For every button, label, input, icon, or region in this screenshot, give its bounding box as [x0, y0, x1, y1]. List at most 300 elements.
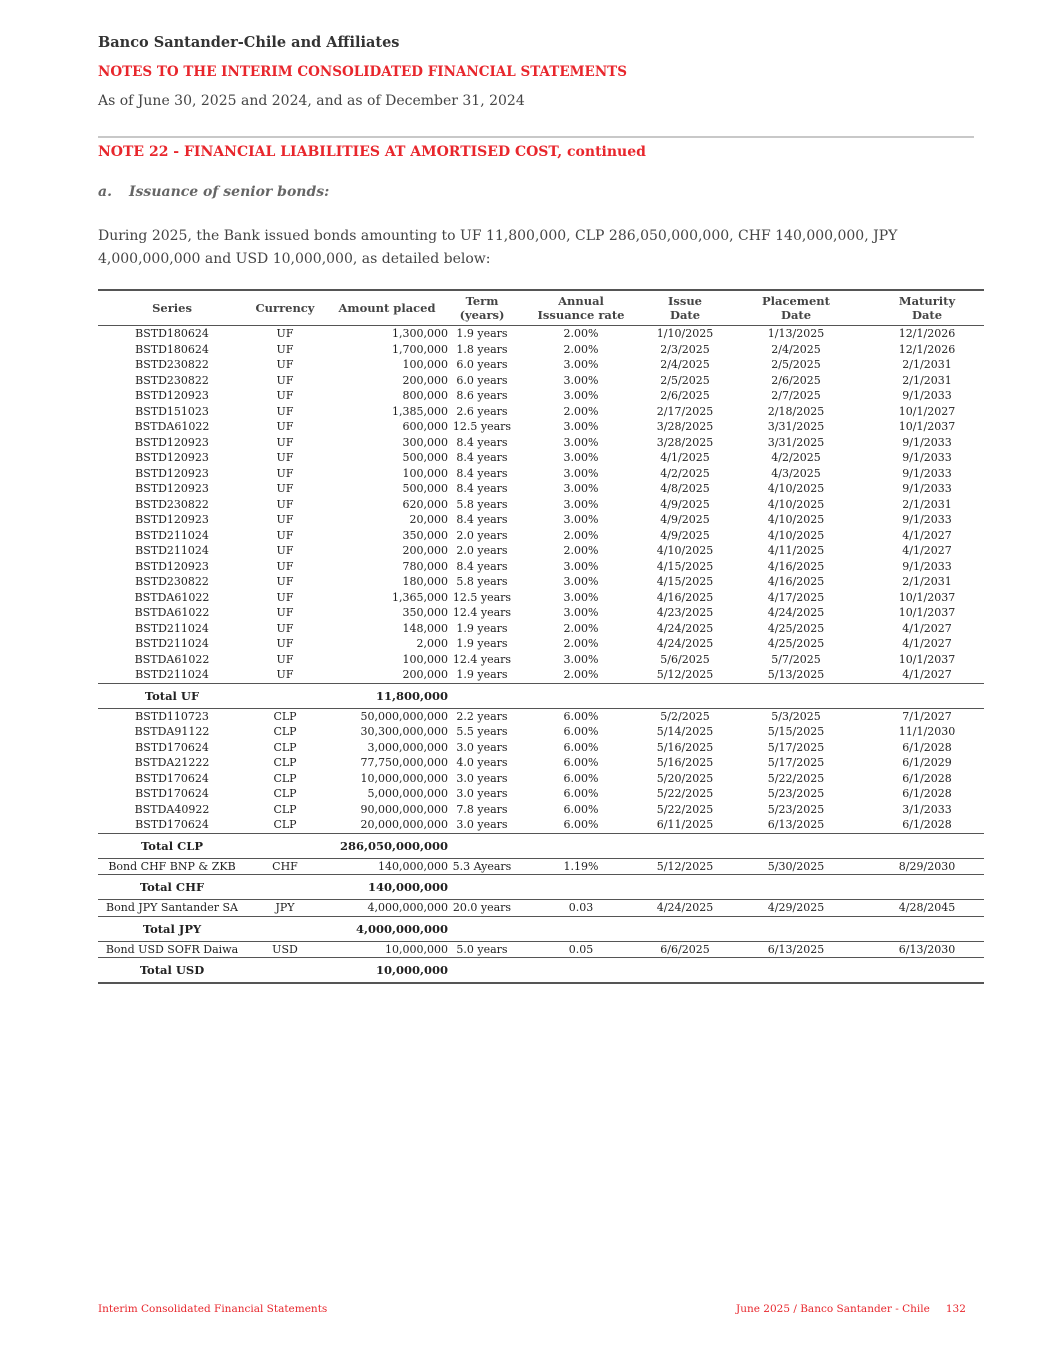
series-cell: BSTD120923 — [135, 559, 209, 573]
issue-date-cell: 5/14/2025 — [656, 725, 714, 738]
series-cell: BSTD170624 — [98, 817, 246, 833]
maturity-date-cell: 6/1/2029 — [902, 756, 952, 769]
term-cell: 5.8 years — [456, 575, 508, 588]
maturity-date-cell: 9/1/2033 — [902, 389, 952, 402]
company-name: Banco Santander-Chile and Affiliates — [98, 34, 400, 51]
rate-cell: 6.00% — [563, 756, 599, 769]
amount-cell: 200,000 — [402, 544, 448, 557]
placement-date-cell: 4/25/2025 — [767, 637, 825, 650]
currency-cell: UF — [276, 466, 294, 480]
issue-date-cell: 6/11/2025 — [648, 817, 722, 833]
amount-cell: 20,000,000,000 — [324, 817, 450, 833]
table-row — [98, 574, 984, 590]
series-cell: BSTDA61022 — [134, 652, 210, 666]
amount-cell: 10,000,000 — [324, 941, 450, 958]
placement-date-cell: 5/30/2025 — [722, 858, 870, 875]
amount-cell: 100,000 — [402, 358, 448, 371]
note-title: NOTE 22 - FINANCIAL LIABILITIES AT AMORTISED COST, continued — [98, 144, 646, 160]
amount-cell: 350,000 — [402, 606, 448, 619]
col-header-series: Series — [98, 290, 246, 326]
series-cell: BSTD170624 — [135, 787, 209, 800]
placement-date-cell: 4/29/2025 — [722, 900, 870, 917]
placement-date-cell: 2/18/2025 — [767, 404, 825, 418]
amount-cell: 50,000,000,000 — [360, 709, 448, 723]
total-label: Total CHF — [98, 875, 246, 900]
maturity-date-cell: 4/1/2027 — [902, 544, 952, 557]
series-cell: BSTD120923 — [135, 482, 209, 495]
currency-cell: UF — [276, 621, 294, 635]
currency-cell: UF — [276, 389, 294, 402]
rate-cell: 6.00% — [563, 709, 599, 723]
rate-cell: 3.00% — [563, 497, 599, 511]
rate-cell: 3.00% — [563, 373, 599, 387]
term-cell: 8.4 years — [456, 482, 508, 495]
issue-date-cell: 5/6/2025 — [660, 652, 710, 666]
placement-date-cell: 4/16/2025 — [767, 559, 825, 573]
issue-date-cell: 4/9/2025 — [660, 528, 710, 542]
currency-cell: UF — [276, 606, 294, 619]
currency-cell: CLP — [273, 725, 297, 738]
col-header-maturity-date: Maturity Date — [870, 290, 984, 326]
term-cell: 2.6 years — [456, 404, 508, 418]
placement-date-cell: 5/13/2025 — [722, 667, 870, 683]
rate-cell: 3.00% — [563, 389, 599, 402]
maturity-date-cell: 6/1/2028 — [902, 740, 952, 754]
amount-cell: 2,000 — [416, 637, 448, 650]
amount-cell: 500,000 — [402, 451, 448, 464]
notes-title: NOTES TO THE INTERIM CONSOLIDATED FINANCIAL STATEMENTS — [98, 64, 627, 80]
issue-date-cell: 5/12/2025 — [648, 858, 722, 875]
amount-cell: 4,000,000,000 — [324, 900, 450, 917]
amount-cell: 1,300,000 — [392, 327, 448, 340]
rate-cell: 3.00% — [563, 590, 599, 604]
issue-date-cell: 5/2/2025 — [660, 709, 710, 723]
col-header-amount: Amount placed — [324, 290, 450, 326]
table-row — [98, 466, 984, 482]
term-cell: 8.4 years — [456, 466, 508, 480]
issue-date-cell: 4/8/2025 — [660, 482, 710, 495]
maturity-date-cell: 7/1/2027 — [902, 709, 952, 723]
series-cell: BSTD211024 — [135, 637, 209, 650]
amount-cell: 800,000 — [402, 389, 448, 402]
total-amount: 11,800,000 — [324, 683, 450, 708]
currency-cell: UF — [276, 559, 294, 573]
rate-cell: 6.00% — [514, 817, 648, 833]
series-cell: Bond USD SOFR Daiwa — [98, 941, 246, 958]
footer-publication: June 2025 / Banco Santander - Chile — [736, 1303, 930, 1315]
currency-cell: CHF — [246, 858, 324, 875]
maturity-date-cell: 9/1/2033 — [902, 466, 952, 480]
term-cell: 8.4 years — [456, 451, 508, 464]
term-cell: 2.2 years — [456, 709, 508, 723]
currency-cell: CLP — [246, 817, 324, 833]
placement-date-cell: 4/2/2025 — [771, 451, 821, 464]
amount-cell: 100,000 — [402, 466, 448, 480]
currency-cell: JPY — [246, 900, 324, 917]
footer-title: Interim Consolidated Financial Statements — [98, 1303, 328, 1315]
series-cell: BSTD180624 — [135, 327, 209, 340]
currency-cell: CLP — [273, 709, 297, 723]
currency-cell: UF — [276, 497, 294, 511]
maturity-date-cell: 2/1/2031 — [902, 575, 952, 588]
table-row — [98, 755, 984, 771]
issue-date-cell: 6/6/2025 — [648, 941, 722, 958]
series-cell: BSTDA40922 — [134, 802, 210, 816]
series-cell: BSTD180624 — [135, 342, 209, 356]
maturity-date-cell: 2/1/2031 — [902, 358, 952, 371]
col-header-placement-date: Placement Date — [722, 290, 870, 326]
total-label: Total JPY — [98, 916, 246, 941]
table-row — [98, 636, 984, 652]
issue-date-cell: 5/22/2025 — [656, 787, 714, 800]
placement-date-cell: 4/25/2025 — [767, 621, 825, 635]
col-header-currency: Currency — [246, 290, 324, 326]
maturity-date-cell: 9/1/2033 — [902, 435, 952, 449]
term-cell: 5.5 years — [456, 725, 508, 738]
term-cell: 1.9 years — [456, 621, 508, 635]
currency-cell: UF — [276, 637, 294, 650]
rate-cell: 0.05 — [514, 941, 648, 958]
table-row — [98, 900, 984, 917]
term-cell: 8.4 years — [456, 435, 508, 449]
currency-cell: UF — [276, 482, 294, 495]
amount-cell: 780,000 — [402, 559, 448, 573]
issue-date-cell: 2/5/2025 — [660, 373, 710, 387]
amount-cell: 200,000 — [324, 667, 450, 683]
issue-date-cell: 4/9/2025 — [660, 497, 710, 511]
series-cell: BSTD170624 — [135, 771, 209, 785]
currency-cell: UF — [276, 373, 294, 387]
maturity-date-cell: 12/1/2026 — [898, 342, 956, 356]
amount-cell: 300,000 — [402, 435, 448, 449]
rate-cell: 3.00% — [563, 451, 599, 464]
rate-cell: 2.00% — [514, 667, 648, 683]
amount-cell: 200,000 — [402, 373, 448, 387]
term-cell: 3.0 years — [456, 787, 508, 800]
series-cell: BSTD120923 — [135, 451, 209, 464]
maturity-date-cell: 4/1/2027 — [870, 667, 984, 683]
issue-date-cell: 4/10/2025 — [656, 544, 714, 557]
amount-cell: 1,385,000 — [392, 404, 448, 418]
term-cell: 5.8 years — [456, 497, 508, 511]
table-row — [98, 667, 984, 683]
term-cell: 12.5 years — [452, 590, 512, 604]
maturity-date-cell: 9/1/2033 — [902, 451, 952, 464]
amount-cell: 77,750,000,000 — [360, 756, 448, 769]
table-row — [98, 435, 984, 451]
term-cell: 6.0 years — [456, 373, 508, 387]
total-row-chf — [98, 875, 984, 900]
rate-cell: 2.00% — [563, 327, 599, 340]
currency-cell: UF — [276, 358, 294, 371]
issue-date-cell: 2/3/2025 — [660, 342, 710, 356]
issue-date-cell: 4/16/2025 — [656, 590, 714, 604]
term-cell: 1.9 years — [450, 667, 514, 683]
table-row — [98, 708, 984, 724]
currency-cell: UF — [276, 513, 294, 526]
table-row — [98, 786, 984, 802]
table-row — [98, 450, 984, 466]
table-row — [98, 512, 984, 528]
placement-date-cell: 2/6/2025 — [771, 373, 821, 387]
table-row — [98, 528, 984, 544]
placement-date-cell: 4/17/2025 — [767, 590, 825, 604]
rate-cell: 6.00% — [563, 725, 599, 738]
currency-cell: UF — [246, 667, 324, 683]
table-row — [98, 543, 984, 559]
maturity-date-cell: 4/1/2027 — [902, 528, 952, 542]
total-label: Total CLP — [98, 833, 246, 858]
series-cell: BSTD211024 — [135, 621, 209, 635]
table-row — [98, 621, 984, 637]
issue-date-cell: 3/28/2025 — [656, 435, 714, 449]
placement-date-cell: 2/5/2025 — [771, 358, 821, 371]
rate-cell: 0.03 — [514, 900, 648, 917]
term-cell: 8.4 years — [456, 513, 508, 526]
issue-date-cell: 5/12/2025 — [648, 667, 722, 683]
amount-cell: 600,000 — [402, 420, 448, 433]
maturity-date-cell: 10/1/2037 — [898, 652, 956, 666]
maturity-date-cell: 8/29/2030 — [870, 858, 984, 875]
maturity-date-cell: 2/1/2031 — [902, 373, 952, 387]
section-title: Issuance of senior bonds: — [129, 184, 330, 200]
as-of-date: As of June 30, 2025 and 2024, and as of December 31, 2024 — [98, 93, 525, 109]
series-cell: BSTDA91122 — [134, 725, 210, 738]
amount-cell: 148,000 — [402, 621, 448, 635]
currency-cell: UF — [276, 590, 294, 604]
total-label: Total UF — [98, 683, 246, 708]
rate-cell: 2.00% — [563, 404, 599, 418]
amount-cell: 100,000 — [402, 652, 448, 666]
maturity-date-cell: 6/13/2030 — [870, 941, 984, 958]
table-row — [98, 941, 984, 958]
issue-date-cell: 4/24/2025 — [656, 637, 714, 650]
maturity-date-cell: 10/1/2037 — [898, 606, 956, 619]
amount-cell: 10,000,000,000 — [360, 771, 448, 785]
maturity-date-cell: 11/1/2030 — [898, 725, 956, 738]
term-cell: 4.0 years — [456, 756, 508, 769]
term-cell: 1.9 years — [456, 637, 508, 650]
placement-date-cell: 4/10/2025 — [767, 482, 825, 495]
table-row — [98, 802, 984, 818]
amount-cell: 1,365,000 — [392, 590, 448, 604]
placement-date-cell: 4/3/2025 — [771, 466, 821, 480]
total-amount: 140,000,000 — [324, 875, 450, 900]
total-row-usd — [98, 958, 984, 984]
issue-date-cell: 3/28/2025 — [656, 420, 714, 433]
placement-date-cell: 1/13/2025 — [767, 327, 825, 340]
placement-date-cell: 4/10/2025 — [767, 497, 825, 511]
issue-date-cell: 5/16/2025 — [656, 740, 714, 754]
currency-cell: CLP — [273, 771, 297, 785]
issue-date-cell: 4/23/2025 — [656, 606, 714, 619]
table-row — [98, 357, 984, 373]
term-cell: 2.0 years — [456, 544, 508, 557]
series-cell: BSTD211024 — [98, 667, 246, 683]
term-cell: 6.0 years — [456, 358, 508, 371]
maturity-date-cell: 2/1/2031 — [902, 497, 952, 511]
currency-cell: UF — [276, 342, 294, 356]
placement-date-cell: 4/10/2025 — [767, 528, 825, 542]
col-header-term: Term (years) — [450, 290, 514, 326]
placement-date-cell: 5/15/2025 — [767, 725, 825, 738]
rate-cell: 3.00% — [563, 435, 599, 449]
maturity-date-cell: 10/1/2037 — [898, 420, 956, 433]
section-number: a. — [98, 184, 112, 200]
rate-cell: 3.00% — [563, 652, 599, 666]
maturity-date-cell: 6/1/2028 — [870, 817, 984, 833]
issue-date-cell: 4/24/2025 — [656, 621, 714, 635]
rate-cell: 3.00% — [563, 466, 599, 480]
maturity-date-cell: 6/1/2028 — [902, 771, 952, 785]
term-cell: 12.4 years — [452, 652, 512, 666]
total-amount: 286,050,000,000 — [324, 833, 450, 858]
term-cell: 3.0 years — [456, 771, 508, 785]
table-header-row — [98, 290, 984, 326]
rate-cell: 3.00% — [563, 358, 599, 371]
term-cell: 1.9 years — [456, 327, 508, 340]
series-cell: BSTD151023 — [135, 404, 209, 418]
placement-date-cell: 6/13/2025 — [722, 817, 870, 833]
issue-date-cell: 2/6/2025 — [660, 389, 710, 402]
total-row-clp — [98, 833, 984, 858]
issue-date-cell: 5/16/2025 — [656, 756, 714, 769]
placement-date-cell: 3/31/2025 — [767, 420, 825, 433]
rate-cell: 6.00% — [563, 802, 599, 816]
term-cell: 5.0 years — [450, 941, 514, 958]
amount-cell: 20,000 — [409, 513, 448, 526]
term-cell: 12.5 years — [452, 420, 512, 433]
issue-date-cell: 1/10/2025 — [656, 327, 714, 340]
series-cell: BSTD120923 — [135, 513, 209, 526]
table-row — [98, 605, 984, 621]
series-cell: Bond JPY Santander SA — [98, 900, 246, 917]
maturity-date-cell: 9/1/2033 — [902, 482, 952, 495]
placement-date-cell: 3/31/2025 — [767, 435, 825, 449]
table-row — [98, 559, 984, 575]
issue-date-cell: 4/9/2025 — [660, 513, 710, 526]
placement-date-cell: 4/11/2025 — [767, 544, 825, 557]
amount-cell: 1,700,000 — [392, 342, 448, 356]
total-row-jpy — [98, 916, 984, 941]
rate-cell: 1.19% — [514, 858, 648, 875]
issue-date-cell: 4/15/2025 — [656, 559, 714, 573]
placement-date-cell: 2/4/2025 — [771, 342, 821, 356]
amount-cell: 620,000 — [402, 497, 448, 511]
rate-cell: 2.00% — [563, 342, 599, 356]
term-cell: 3.0 years — [456, 740, 508, 754]
placement-date-cell: 5/17/2025 — [767, 756, 825, 769]
table-row — [98, 342, 984, 358]
header-divider — [98, 136, 974, 138]
rate-cell: 6.00% — [563, 740, 599, 754]
term-cell: 12.4 years — [452, 606, 512, 619]
term-cell: 7.8 years — [456, 802, 508, 816]
currency-cell: USD — [246, 941, 324, 958]
currency-cell: CLP — [273, 802, 297, 816]
maturity-date-cell: 3/1/2033 — [902, 802, 952, 816]
placement-date-cell: 5/17/2025 — [767, 740, 825, 754]
total-label: Total USD — [139, 963, 205, 977]
rate-cell: 2.00% — [563, 544, 599, 557]
currency-cell: UF — [276, 451, 294, 464]
currency-cell: UF — [276, 652, 294, 666]
rate-cell: 3.00% — [563, 575, 599, 588]
term-cell: 8.4 years — [456, 559, 508, 573]
maturity-date-cell: 4/28/2045 — [870, 900, 984, 917]
rate-cell: 3.00% — [563, 559, 599, 573]
table-row — [98, 652, 984, 668]
table-body — [98, 326, 984, 984]
term-cell: 20.0 years — [450, 900, 514, 917]
maturity-date-cell: 4/1/2027 — [902, 621, 952, 635]
series-cell: BSTD211024 — [135, 544, 209, 557]
series-cell: BSTD110723 — [135, 709, 209, 723]
rate-cell: 2.00% — [563, 528, 599, 542]
col-header-rate: Annual Issuance rate — [514, 290, 648, 326]
maturity-date-cell: 6/1/2028 — [902, 787, 952, 800]
table-row — [98, 817, 984, 833]
rate-cell: 6.00% — [563, 787, 599, 800]
rate-cell: 3.00% — [563, 606, 599, 619]
placement-date-cell: 5/23/2025 — [767, 787, 825, 800]
issue-date-cell: 4/1/2025 — [660, 451, 710, 464]
series-cell: BSTD120923 — [135, 466, 209, 480]
table-row — [98, 590, 984, 606]
table-row — [98, 858, 984, 875]
series-cell: BSTD211024 — [135, 528, 209, 542]
series-cell: Bond CHF BNP & ZKB — [98, 858, 246, 875]
placement-date-cell: 6/13/2025 — [722, 941, 870, 958]
issue-date-cell: 2/4/2025 — [660, 358, 710, 371]
amount-cell: 180,000 — [402, 575, 448, 588]
rate-cell: 3.00% — [563, 420, 599, 433]
currency-cell: UF — [276, 435, 294, 449]
rate-cell: 6.00% — [563, 771, 599, 785]
table-row — [98, 419, 984, 435]
series-cell: BSTD120923 — [135, 389, 209, 402]
placement-date-cell: 4/16/2025 — [767, 575, 825, 588]
placement-date-cell: 2/7/2025 — [771, 389, 821, 402]
term-cell: 5.3 Ayears — [450, 858, 514, 875]
rate-cell: 2.00% — [563, 621, 599, 635]
amount-cell: 90,000,000,000 — [360, 802, 448, 816]
page-number: 132 — [945, 1303, 966, 1315]
series-cell: BSTDA61022 — [134, 606, 210, 619]
maturity-date-cell: 4/1/2027 — [902, 637, 952, 650]
total-amount: 10,000,000 — [375, 963, 448, 977]
currency-cell: UF — [276, 327, 294, 340]
placement-date-cell: 5/7/2025 — [771, 652, 821, 666]
maturity-date-cell: 12/1/2026 — [898, 327, 956, 340]
series-cell: BSTD120923 — [135, 435, 209, 449]
series-cell: BSTD230822 — [135, 497, 209, 511]
term-cell: 8.6 years — [456, 389, 508, 402]
table-row — [98, 388, 984, 404]
series-cell: BSTDA61022 — [134, 420, 210, 433]
placement-date-cell: 4/24/2025 — [767, 606, 825, 619]
maturity-date-cell: 9/1/2033 — [902, 513, 952, 526]
issue-date-cell: 5/20/2025 — [656, 771, 714, 785]
currency-cell: CLP — [273, 756, 297, 769]
maturity-date-cell: 10/1/2027 — [898, 404, 956, 418]
series-cell: BSTDA21222 — [134, 756, 210, 769]
table-row — [98, 373, 984, 389]
total-row-uf — [98, 683, 984, 708]
section-subheading — [98, 184, 329, 200]
issue-date-cell: 4/15/2025 — [656, 575, 714, 588]
amount-cell: 5,000,000,000 — [367, 787, 448, 800]
